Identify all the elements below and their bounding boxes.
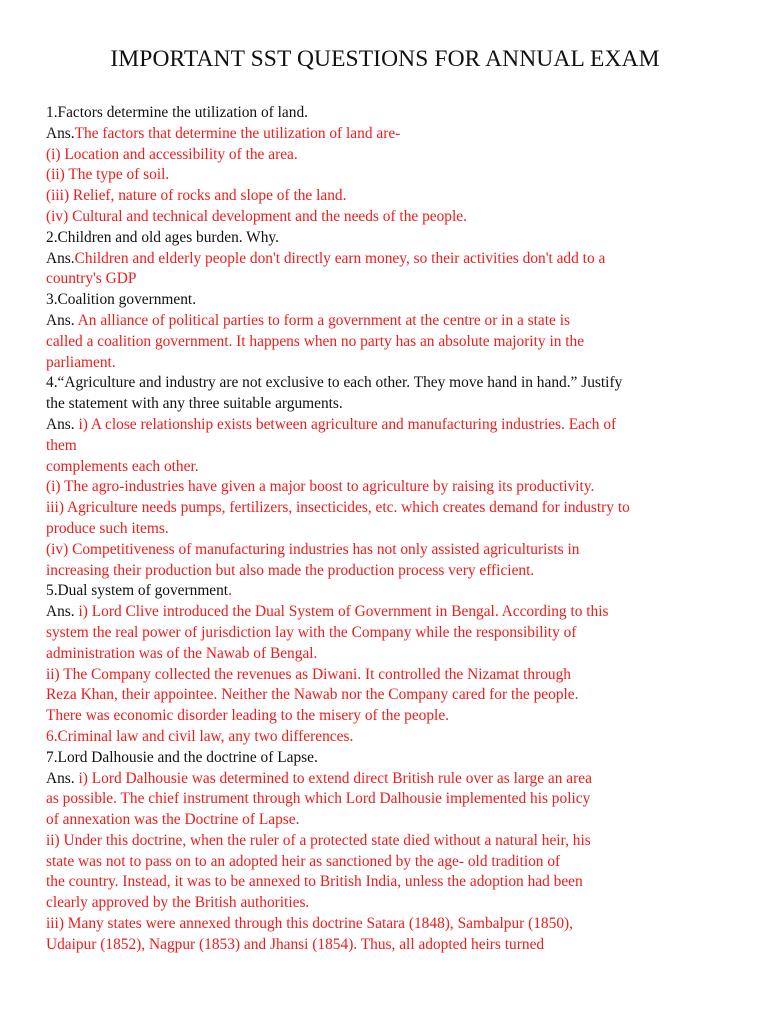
answer-text: The factors that determine the utilization of land are- — [74, 124, 401, 142]
answer-text: An alliance of political parties to form a government at the centre or in a state is — [77, 311, 570, 329]
text-line — [46, 311, 738, 332]
answer-text: (i) The agro-industries have given a major boost to agriculture by raising its productivity. — [46, 478, 595, 496]
text-line — [46, 540, 738, 561]
answer-text: parliament. — [46, 353, 116, 371]
text-line — [46, 769, 738, 790]
answer-text: Udaipur (1852), Nagpur (1853) and Jhansi (1854). Thus, all adopted heirs turned — [46, 935, 545, 953]
text-line — [46, 706, 738, 727]
answer-text: (iv) Cultural and technical development and the needs of the people. — [46, 207, 467, 225]
question-text: 3.Coalition government. — [46, 291, 197, 309]
text-line — [46, 685, 738, 706]
answer-text: iii) Many states were annexed through this doctrine Satara (1848), Sambalpur (1850), — [46, 915, 573, 933]
text-line — [46, 373, 738, 394]
text-line — [46, 477, 738, 498]
document-title: IMPORTANT SST QUESTIONS FOR ANNUAL EXAM — [110, 46, 660, 72]
question-text: Ans. — [46, 249, 75, 267]
text-line — [46, 810, 738, 831]
question-answer-body — [46, 103, 738, 956]
answer-text: i) Lord Clive introduced the Dual System of Government in Bengal. According to this — [78, 603, 609, 621]
answer-text: called a coalition government. It happens when no party has an absolute majority in the — [46, 332, 585, 350]
text-line — [46, 207, 738, 228]
answer-text: Reza Khan, their appointee. Neither the Nawab nor the Company cared for the people. — [46, 686, 579, 704]
text-line — [46, 665, 738, 686]
text-line — [46, 831, 738, 852]
text-line — [46, 457, 738, 478]
text-line — [46, 103, 738, 124]
text-line — [46, 498, 738, 519]
text-line — [46, 228, 738, 249]
answer-text: . — [228, 582, 232, 600]
text-line — [46, 145, 738, 166]
answer-text: administration was of the Nawab of Bengal. — [46, 644, 318, 662]
question-text: 4.“Agriculture and industry are not exclusive to each other. They move hand in hand.” Justify — [46, 374, 623, 392]
text-line — [46, 561, 738, 582]
question-text: Ans. — [46, 603, 79, 621]
text-line — [46, 852, 738, 873]
text-line — [46, 290, 738, 311]
text-line — [46, 436, 738, 457]
text-line — [46, 602, 738, 623]
question-text: 2.Children and old ages burden. Why. — [46, 228, 279, 246]
text-line — [46, 353, 738, 374]
answer-text: (ii) The type of soil. — [46, 166, 170, 184]
answer-text: i) Lord Dalhousie was determined to extend direct British rule over as large an area — [78, 769, 592, 787]
text-line — [46, 914, 738, 935]
text-line — [46, 394, 738, 415]
text-line — [46, 165, 738, 186]
text-line — [46, 893, 738, 914]
text-line — [46, 872, 738, 893]
answer-text: ii) Under this doctrine, when the ruler of a protected state died without a natural heir, his — [46, 831, 591, 849]
answer-text: country's GDP — [46, 270, 137, 288]
text-line — [46, 519, 738, 540]
answer-text: the country. Instead, it was to be annexed to British India, unless the adoption had been — [46, 873, 583, 891]
question-text: Ans. — [46, 311, 78, 329]
answer-text: complements each other. — [46, 457, 199, 475]
answer-text: state was not to pass on to an adopted heir as sanctioned by the age- old tradition of — [46, 852, 561, 870]
text-line — [46, 415, 738, 436]
answer-text: iii) Agriculture needs pumps, fertilizers, insecticides, etc. which creates demand for industry to — [46, 499, 630, 517]
question-text: Ans. — [46, 415, 79, 433]
text-line — [46, 727, 738, 748]
question-text: the statement with any three suitable arguments. — [46, 395, 343, 413]
answer-text: (iii) Relief, nature of rocks and slope of the land. — [46, 187, 347, 205]
text-line — [46, 249, 738, 270]
question-text: Ans. — [46, 124, 75, 142]
text-line — [46, 789, 738, 810]
answer-text: ii) The Company collected the revenues as Diwani. It controlled the Nizamat through — [46, 665, 571, 683]
answer-text: (i) Location and accessibility of the area. — [46, 145, 298, 163]
text-line — [46, 581, 738, 602]
answer-text: (iv) Competitiveness of manufacturing industries has not only assisted agriculturists in — [46, 540, 580, 558]
answer-text: clearly approved by the British authorities. — [46, 894, 310, 912]
question-text: 7.Lord Dalhousie and the doctrine of Lapse. — [46, 748, 318, 766]
text-line — [46, 748, 738, 769]
question-text: Ans. — [46, 769, 79, 787]
answer-text: them — [46, 436, 77, 454]
answer-text: as possible. The chief instrument through which Lord Dalhousie implemented his policy — [46, 790, 591, 808]
text-line — [46, 644, 738, 665]
answer-text: i) A close relationship exists between agriculture and manufacturing industries. Each of — [78, 415, 617, 433]
text-line — [46, 935, 738, 956]
question-text: 5.Dual system of government — [46, 582, 229, 600]
answer-text: There was economic disorder leading to the misery of the people. — [46, 707, 450, 725]
answer-text: system the real power of jurisdiction lay with the Company while the responsibility of — [46, 623, 577, 641]
answer-text: 6.Criminal law and civil law, any two differences. — [46, 727, 354, 745]
answer-text: Children and elderly people don't directly earn money, so their activities don't add to a — [74, 249, 606, 267]
answer-text: produce such items. — [46, 519, 169, 537]
text-line — [46, 186, 738, 207]
text-line — [46, 124, 738, 145]
text-line — [46, 269, 738, 290]
text-line — [46, 332, 738, 353]
answer-text: increasing their production but also made the production process very efficient. — [46, 561, 535, 579]
question-text: 1.Factors determine the utilization of land. — [46, 104, 308, 121]
text-line — [46, 623, 738, 644]
answer-text: of annexation was the Doctrine of Lapse. — [46, 811, 300, 829]
